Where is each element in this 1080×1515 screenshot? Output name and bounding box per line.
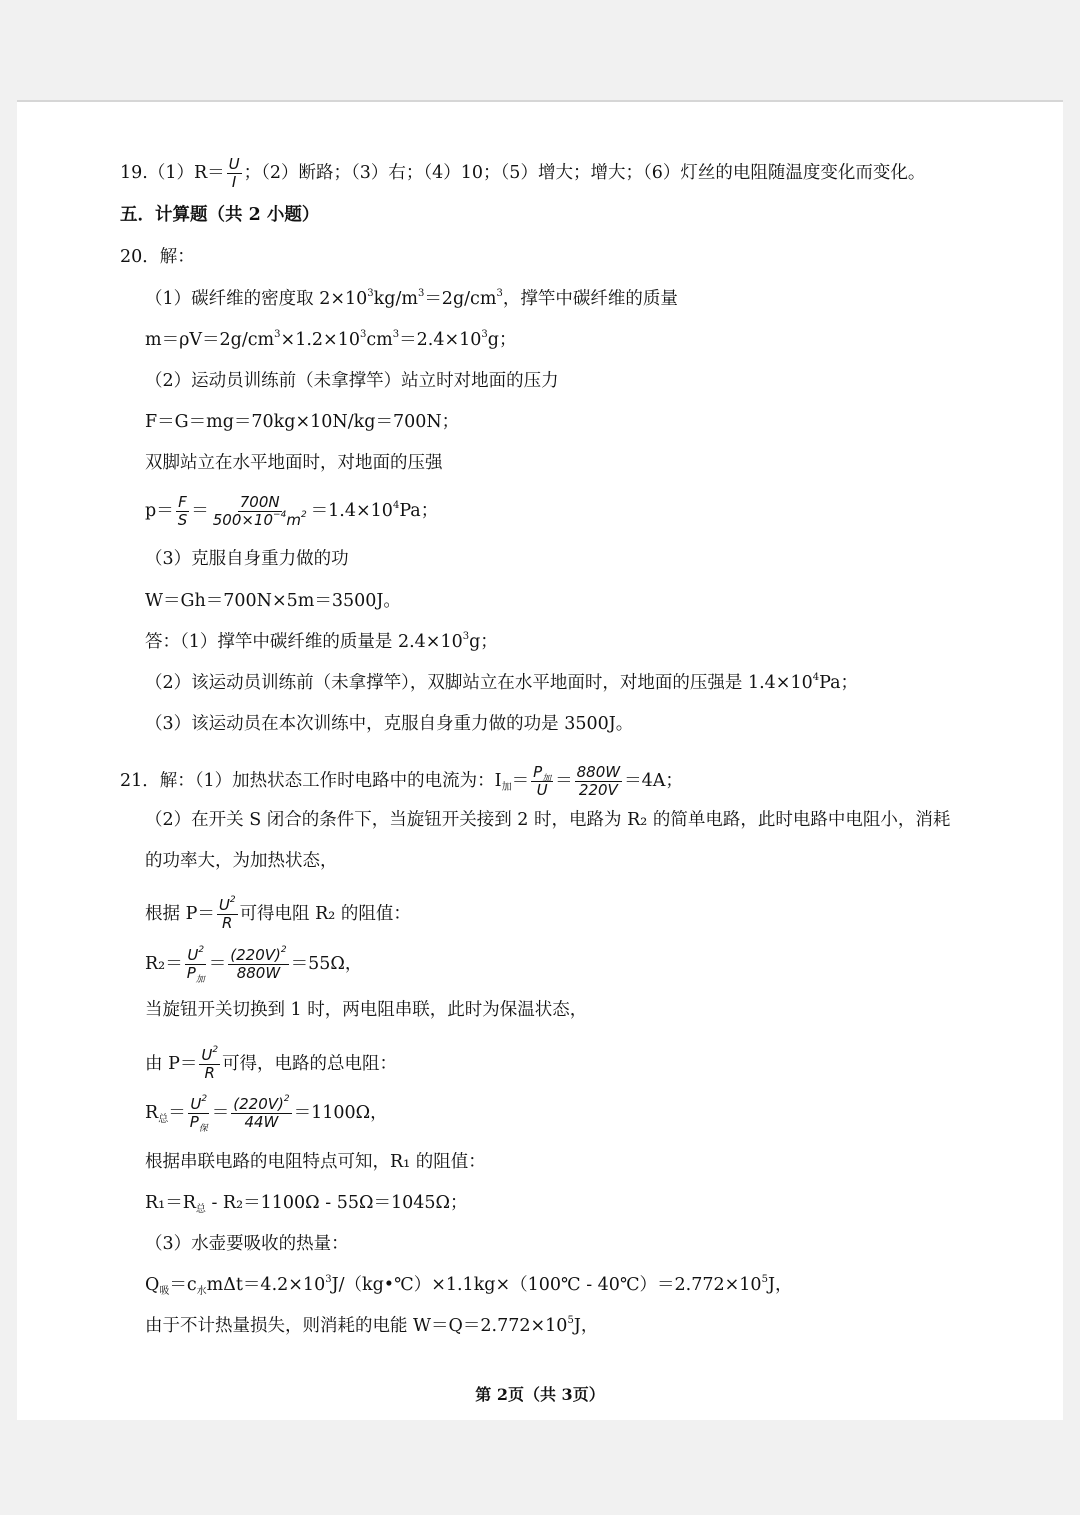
document-page <box>17 100 1063 1420</box>
fraction-f-over-s: $\frac{F}{S}$ <box>177 493 188 529</box>
q20-pressure-formula: p＝ $\frac{F}{S}$ ＝ $\frac{700N}{500\times 10^{-4}m^2}$ $=1.4\times 10^4Pa$； <box>145 493 439 529</box>
q20-line-1: （1）碳纤维的密度取 $2\times 10^3kg/m^3=2g/cm^3$，撑竿中碳纤维的质量 <box>145 288 678 309</box>
fraction-u2-over-r-2: $\frac{U^2}{R}$ <box>201 1045 219 1082</box>
q21-line-10: $R_1=R_总 - R_2=1100\Omega - 55\Omega=1045\Omega$； <box>145 1193 468 1215</box>
q21-line-2: （2）在开关 S 闭合的条件下，当旋钮开关接到 2 时，电路为 R₂ 的简单电路，此时电路中电阻小，消耗 <box>145 810 951 830</box>
fraction-u-over-i: $\frac{U}{I}$ <box>228 155 240 191</box>
q20-head: 20．解： <box>120 247 195 267</box>
fraction-u2-over-r: $\frac{U^2}{R}$ <box>218 895 236 932</box>
fraction-p-over-u: $\frac{P_加}{U}$ <box>533 763 552 799</box>
fraction-700n-over-area: $\frac{700N}{500\times 10^{-4}m^2}$ <box>212 493 307 529</box>
q21-line-11: （3）水壶要吸收的热量： <box>145 1234 349 1254</box>
fraction-220v2-over-44w: $\frac{(220V)^2}{44W}$ <box>233 1094 290 1131</box>
section-heading: 五．计算题（共 2 小题） <box>120 205 320 225</box>
q20-line-8: W＝Gh＝700N×5m＝3500J。 <box>145 591 401 611</box>
q20-line-7: （3）克服自身重力做的功 <box>145 549 349 569</box>
page-footer: 第 2页（共 3页） <box>475 1385 605 1404</box>
q21-line-7: 由 P＝ $\frac{U^2}{R}$ 可得，电路的总电阻： <box>145 1045 398 1082</box>
q20-line-5: 双脚站立在水平地面时，对地面的压强 <box>145 453 443 473</box>
fraction-880w-over-220v: $\frac{880W}{220V}$ <box>576 763 621 799</box>
q20-line-3: （2）运动员训练前（未拿撑竿）站立时对地面的压力 <box>145 371 559 391</box>
q21-line-12: $Q_吸=c_水m\Delta t=4.2\times 10^3J/(kg•℃)\times 1.1kg\times(100℃$ - $40℃)=2.772\times 10^5J$， <box>145 1274 793 1297</box>
q20-answer-3: （3）该运动员在本次训练中，克服自身重力做的功是 3500J。 <box>145 714 634 734</box>
q21-line-13: 由于不计热量损失，则消耗的电能 $W=Q=2.772\times 10^5J$， <box>145 1315 599 1336</box>
q21-r2-formula: R₂＝ $\frac{U^2}{P_加}$ ＝ $\frac{(220V)^2}{880W}$ ＝55Ω， <box>145 945 363 985</box>
q19-line: 19.（1）R＝ $\frac{U}{I}$ ；（2）断路；（3）右；（4）10；（5）增大；增大；（6）灯丝的电阻随温度变化而变化。 <box>120 155 926 191</box>
q20-line-4: F＝G＝mg＝70kg×10N/kg＝700N； <box>145 412 460 432</box>
fraction-220v2-over-880w: $\frac{(220V)^2}{880W}$ <box>230 945 287 982</box>
fraction-u2-over-pbao: $\frac{U^2}{P_保}$ <box>189 1094 208 1134</box>
q21-total-resistance-formula: $R_总=$ $\frac{U^2}{P_保}$ ＝ $\frac{(220V)^2}{44W}$ ＝1100Ω， <box>145 1094 388 1134</box>
q21-line-1: 21．解：（1）加热状态工作时电路中的电流为：$I_加=$ $\frac{P_加}{U}$ ＝ $\frac{880W}{220V}$ ＝4A； <box>120 763 683 799</box>
q20-answer-1: 答：（1）撑竿中碳纤维的质量是 $2.4\times 10^3g$； <box>145 631 498 652</box>
q21-line-9: 根据串联电路的电阻特点可知，R₁ 的阻值： <box>145 1152 486 1172</box>
q21-line-3: 的功率大，为加热状态， <box>145 851 338 871</box>
q21-line-6: 当旋钮开关切换到 1 时，两电阻串联，此时为保温状态， <box>145 1000 588 1020</box>
fraction-u2-over-pjia: $\frac{U^2}{P_加}$ <box>186 945 205 985</box>
q20-answer-2: （2）该运动员训练前（未拿撑竿），双脚站立在水平地面时，对地面的压强是 $1.4\times 10^4Pa$； <box>145 672 859 693</box>
q20-line-2: $m=\rho V=2g/cm^3\times 1.2\times 10^3cm^3=2.4\times 10^3g$； <box>145 329 517 350</box>
q21-line-4: 根据 P＝ $\frac{U^2}{R}$ 可得电阻 R₂ 的阻值： <box>145 895 411 932</box>
